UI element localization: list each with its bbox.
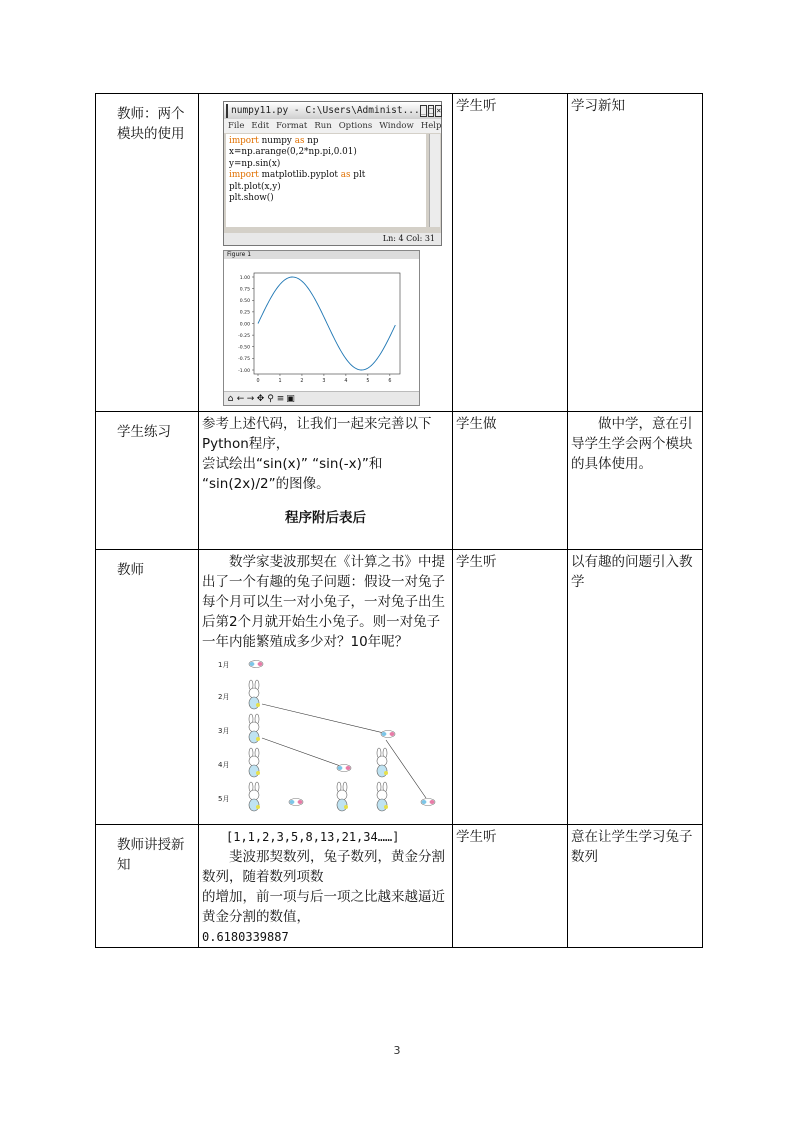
adult-rabbit-icon [377, 748, 388, 777]
rabbit-carrot [256, 771, 260, 775]
idle-editor-window [223, 101, 442, 246]
adult-rabbit-icon [337, 782, 348, 811]
student-cell [453, 550, 568, 825]
y-tick-label: 0.25 [239, 310, 250, 316]
month-label: 5月 [218, 795, 230, 803]
x-tick-label: 5 [366, 379, 370, 384]
purpose-cell [568, 412, 703, 550]
rabbit-head [337, 790, 347, 800]
student-activity: 学生听 [456, 829, 497, 845]
rabbit-carrot [256, 703, 260, 707]
role-label: 教师 [117, 562, 144, 578]
golden-ratio-value: 0.6180339887 [202, 930, 289, 944]
content-cell [199, 412, 453, 550]
idle-titlebar [224, 102, 441, 119]
adult-rabbit-icon [249, 782, 260, 811]
rabbit-body [249, 765, 259, 777]
adult-rabbit-icon [249, 748, 260, 777]
purpose-cell [568, 94, 703, 412]
y-tick-label: 0.75 [239, 287, 250, 293]
adult-rabbit-icon [249, 680, 260, 709]
adult-rabbit-icon [377, 782, 388, 811]
sine-plot [224, 259, 419, 391]
close-icon[interactable]: × [436, 105, 442, 115]
menu-item-window[interactable]: Window [379, 121, 414, 131]
page-number: 3 [393, 1044, 401, 1057]
baby-ear [290, 800, 295, 804]
rabbit-body [377, 765, 387, 777]
content-cell [199, 94, 453, 412]
fib-sequence: [1,1,2,3,5,8,13,21,34……] [226, 830, 400, 844]
table-row [96, 94, 703, 412]
purpose-text: 做中学，意在引导学生学会两个模块的具体使用。 [571, 416, 693, 472]
menu-item-format[interactable]: Format [276, 121, 308, 131]
menu-item-help[interactable]: Help [420, 121, 442, 131]
pan-icon[interactable]: ✥ [256, 393, 265, 404]
rabbit-body [337, 799, 347, 811]
month-label: 3月 [218, 727, 230, 735]
student-activity: 学生听 [456, 554, 497, 570]
rabbit-carrot [384, 771, 388, 775]
x-tick-label: 2 [300, 379, 304, 384]
content-cell [199, 825, 453, 948]
table-row [96, 825, 703, 948]
baby-rabbit-icon [421, 799, 435, 806]
baby-ear [250, 662, 255, 666]
y-tick-label: 1.00 [239, 275, 250, 281]
adult-rabbit-icon [249, 714, 260, 743]
status-bar: Ln: 4 Col: 31 [224, 233, 441, 245]
role-label: 教师：两个模块的使用 [117, 106, 185, 142]
x-tick-label: 3 [322, 379, 326, 384]
baby-ear [258, 662, 263, 666]
figure-toolbar [224, 391, 419, 405]
rabbit-carrot [256, 737, 260, 741]
figure-window [223, 250, 420, 406]
x-tick-label: 1 [278, 379, 282, 384]
rabbit-head [377, 790, 387, 800]
rabbit-carrot [256, 805, 260, 809]
idle-menubar [224, 119, 441, 133]
rabbit-body [249, 799, 259, 811]
menu-item-edit[interactable]: Edit [251, 121, 270, 131]
figure-title: Figure 1 [224, 251, 419, 259]
vertical-scrollbar[interactable] [429, 134, 440, 227]
baby-rabbit-icon [249, 661, 263, 668]
zoom-icon[interactable]: ⚲ [267, 393, 274, 404]
role-label: 学生练习 [117, 424, 171, 440]
y-tick-label: -0.75 [238, 357, 250, 363]
month-label: 4月 [218, 761, 230, 769]
generation-line [386, 740, 426, 798]
role-cell [96, 825, 199, 948]
x-tick-label: 6 [388, 379, 392, 384]
x-tick-label: 4 [344, 379, 348, 384]
y-tick-label: -1.00 [238, 368, 250, 374]
content-line: 参考上述代码，让我们一起来完善以下Python程序， [202, 416, 432, 452]
rabbit-head [249, 722, 259, 732]
lesson-table [95, 93, 703, 948]
rabbit-diagram [216, 656, 448, 806]
minimize-icon[interactable]: _ [420, 105, 426, 115]
student-activity: 学生做 [456, 416, 497, 432]
table-row [96, 412, 703, 550]
menu-item-options[interactable]: Options [338, 121, 373, 131]
rabbit-problem-text: 数学家斐波那契在《计算之书》中提出了一个有趣的兔子问题：假设一对兔子每个月可以生一对小兔子，一对兔子出生后第2个月就开始生小兔子。则一对兔子一年内能繁殖成多少对？10年呢？ [202, 554, 445, 650]
y-tick-label: 0.50 [239, 299, 250, 305]
role-cell [96, 94, 199, 412]
role-cell [96, 412, 199, 550]
content-line: 斐波那契数列，兔子数列，黄金分割数列，随着数列项数 [202, 849, 445, 885]
content-line: “sin(2x)/2”的图像。 [202, 476, 330, 492]
baby-rabbit-icon [381, 731, 395, 738]
content-line: 的增加，前一项与后一项之比越来越逼近黄金分割的数值， [202, 889, 445, 925]
rabbit-head [249, 688, 259, 698]
month-label: 2月 [218, 693, 230, 701]
menu-item-file[interactable]: File [228, 121, 245, 131]
back-icon[interactable]: ← [236, 393, 245, 404]
content-line: 尝试绘出“sin(x)” “sin(-x)”和 [202, 456, 383, 472]
y-tick-label: 0.00 [239, 322, 250, 328]
purpose-text: 以有趣的问题引入教学 [571, 554, 693, 590]
baby-ear [346, 766, 351, 770]
python-file-icon [226, 104, 228, 118]
rabbit-head [377, 756, 387, 766]
student-cell [453, 94, 568, 412]
purpose-text: 学习新知 [571, 98, 625, 114]
menu-item-run[interactable]: Run [314, 121, 332, 131]
code-area[interactable]: import numpy as np x=np.arange(0,2*np.pi,0.01) y=np.sin(x) import matplotlib.pyplot as plt plt.plot(x,y) plt.show() [226, 134, 426, 227]
x-tick-label: 0 [256, 379, 260, 384]
rabbit-carrot [384, 805, 388, 809]
baby-ear [298, 800, 303, 804]
baby-ear [390, 732, 395, 736]
student-activity: 学生听 [456, 98, 497, 114]
forward-icon[interactable]: → [246, 393, 255, 404]
rabbit-body [249, 697, 259, 709]
baby-ear [422, 800, 427, 804]
generation-line [262, 738, 346, 768]
student-cell [453, 412, 568, 550]
rabbit-carrot [344, 805, 348, 809]
generation-line [262, 704, 388, 734]
idle-title: numpy11.py - C:\Users\Administ... [231, 104, 420, 116]
table-row [96, 550, 703, 825]
student-cell [453, 825, 568, 948]
y-tick-label: -0.25 [238, 333, 250, 339]
purpose-text: 意在让学生学习兔子数列 [571, 829, 693, 865]
role-cell [96, 550, 199, 825]
role-label: 教师讲授新知 [117, 837, 185, 873]
baby-ear [430, 800, 435, 804]
home-icon[interactable]: ⌂ [227, 393, 234, 404]
program-note: 程序附后表后 [285, 510, 366, 526]
baby-ear [382, 732, 387, 736]
purpose-cell [568, 550, 703, 825]
rabbit-body [249, 731, 259, 743]
month-label: 1月 [218, 661, 230, 669]
config-icon[interactable]: ≡ [276, 393, 285, 404]
rabbit-body [377, 799, 387, 811]
content-cell [199, 550, 453, 825]
purpose-cell [568, 825, 703, 948]
rabbit-head [249, 790, 259, 800]
y-tick-label: -0.50 [238, 345, 250, 351]
maximize-icon[interactable]: □ [428, 105, 434, 115]
baby-ear [338, 766, 343, 770]
baby-rabbit-icon [289, 799, 303, 806]
save-icon[interactable]: ▣ [286, 393, 295, 404]
baby-rabbit-icon [337, 765, 351, 772]
rabbit-head [249, 756, 259, 766]
